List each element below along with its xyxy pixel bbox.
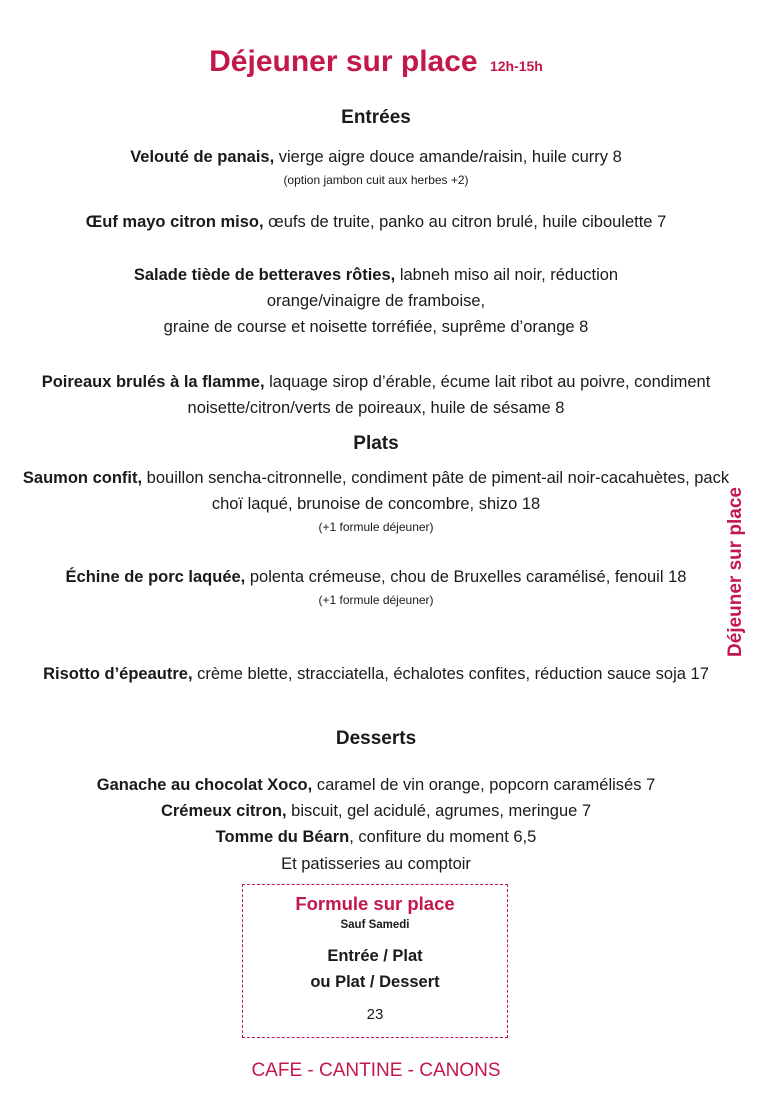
item-name: Saumon confit, (22, 469, 143, 487)
formula-subtitle: Sauf Samedi (340, 919, 410, 931)
menu-item (20, 851, 732, 877)
item-description: crème blette, stracciatella, échalotes confites, réduction sauce soja 17 (192, 665, 709, 683)
item-description: caramel de vin orange, popcorn caramélisés 7 (312, 776, 656, 794)
formula-option-1: Entrée / Plat (327, 947, 423, 965)
formula-title: Formule sur place (295, 893, 455, 914)
menu-item (90, 262, 662, 340)
section-heading-desserts: Desserts (335, 728, 417, 749)
item-note: (+1 formule déjeuner) (318, 520, 434, 534)
menu-item (20, 144, 732, 190)
item-name: Poireaux brulés à la flamme, (41, 373, 265, 391)
item-name: Velouté de panais, (130, 148, 275, 166)
item-description-continued: graine de course et noisette torréfiée, suprême d’orange 8 (163, 318, 589, 336)
menu-item (20, 772, 732, 798)
item-name: Salade tiède de betteraves rôties, (133, 266, 396, 284)
item-name: Risotto d’épeautre, (43, 665, 193, 683)
service-hours: 12h-15h (489, 58, 543, 74)
section-heading-plats: Plats (353, 433, 399, 454)
item-description: polenta crémeuse, chou de Bruxelles caramélisé, fenouil 18 (245, 568, 687, 586)
item-note: (option jambon cuit aux herbes +2) (283, 173, 469, 187)
item-description: œufs de truite, panko au citron brulé, huile ciboulette 7 (263, 213, 667, 231)
item-name: Crémeux citron, (160, 802, 287, 820)
item-name: Œuf mayo citron miso, (85, 213, 264, 231)
menu-item (20, 465, 732, 537)
menu-item (50, 564, 702, 610)
title-text: Déjeuner sur place (209, 45, 478, 78)
item-description: bouillon sencha-citronnelle, condiment pâte de piment-ail noir-cacahuètes, pack choï laqué, brunoise de concombre, shizo 18 (142, 469, 730, 513)
side-label: Déjeuner sur place (725, 486, 746, 658)
menu-item (40, 661, 712, 687)
menu-item (20, 369, 732, 421)
item-name: Tomme du Béarn (215, 828, 350, 846)
item-name: Ganache au chocolat Xoco, (96, 776, 313, 794)
formula-box (242, 884, 508, 1038)
menu-item (20, 798, 732, 824)
item-description: , confiture du moment 6,5 (349, 828, 537, 846)
item-description: biscuit, gel acidulé, agrumes, meringue 7 (286, 802, 592, 820)
item-text: Et patisseries au comptoir (281, 855, 471, 873)
item-name: Échine de porc laquée, (65, 568, 246, 586)
item-description: laquage sirop d’érable, écume lait ribot au poivre, condiment noisette/citron/verts de poireaux, huile de sésame 8 (187, 373, 711, 417)
item-note: (+1 formule déjeuner) (318, 593, 434, 607)
item-description: labneh miso ail noir, réduction orange/vinaigre de framboise, (266, 266, 619, 310)
item-description: vierge aigre douce amande/raisin, huile curry 8 (274, 148, 622, 166)
menu-item (20, 824, 732, 850)
formula-price: 23 (366, 1006, 384, 1023)
menu-item (20, 209, 732, 235)
section-heading-entrees: Entrées (341, 107, 411, 128)
footer-tagline: CAFE - CANTINE - CANONS (251, 1060, 501, 1081)
page-title (0, 42, 752, 86)
formula-option-2: ou Plat / Dessert (310, 973, 440, 991)
